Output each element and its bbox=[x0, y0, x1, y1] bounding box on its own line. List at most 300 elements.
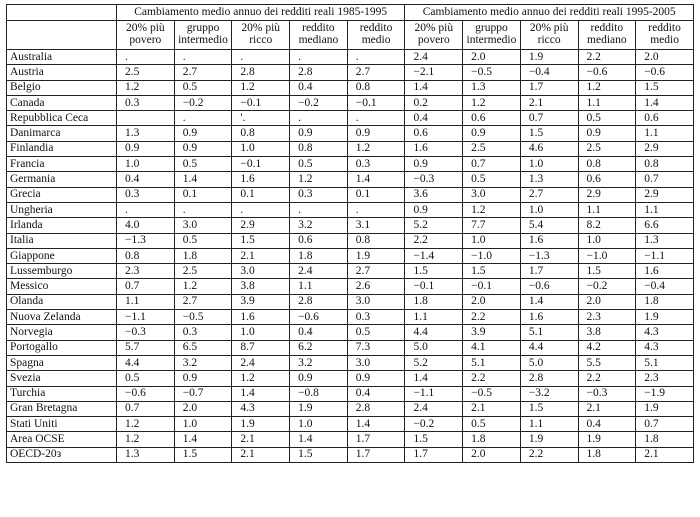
value-cell: 0.8 bbox=[636, 157, 694, 172]
value-cell: 1.1 bbox=[117, 294, 175, 309]
value-cell: 5.1 bbox=[636, 355, 694, 370]
value-cell: 1.6 bbox=[232, 310, 290, 325]
value-cell: 2.5 bbox=[578, 141, 636, 156]
value-cell: 0.8 bbox=[347, 233, 405, 248]
subheader-row bbox=[7, 21, 694, 50]
value-cell: . bbox=[347, 111, 405, 126]
value-cell: 1.9 bbox=[520, 432, 578, 447]
table-row bbox=[7, 371, 694, 386]
value-cell: 0.9 bbox=[405, 202, 463, 217]
value-cell: 1.2 bbox=[463, 202, 521, 217]
value-cell: 1.3 bbox=[117, 126, 175, 141]
table-row bbox=[7, 355, 694, 370]
value-cell: 2.0 bbox=[174, 401, 232, 416]
value-cell: 1.9 bbox=[232, 417, 290, 432]
country-cell: Nuova Zelanda bbox=[7, 310, 117, 325]
value-cell: 0.5 bbox=[463, 172, 521, 187]
value-cell: 3.8 bbox=[232, 279, 290, 294]
country-cell: Irlanda bbox=[7, 218, 117, 233]
value-cell: 0.3 bbox=[290, 187, 348, 202]
value-cell: 1.7 bbox=[520, 80, 578, 95]
value-cell: 1.8 bbox=[463, 432, 521, 447]
country-cell: Gran Bretagna bbox=[7, 401, 117, 416]
value-cell: 1.3 bbox=[520, 172, 578, 187]
value-cell: 0.9 bbox=[174, 126, 232, 141]
value-cell: −0.2 bbox=[405, 417, 463, 432]
value-cell: 1.0 bbox=[232, 141, 290, 156]
value-cell: −0.6 bbox=[117, 386, 175, 401]
value-cell: 1.7 bbox=[405, 447, 463, 462]
value-cell: −0.6 bbox=[290, 310, 348, 325]
column-header: 20% più ricco bbox=[232, 21, 290, 50]
table-row bbox=[7, 111, 694, 126]
value-cell: 0.9 bbox=[174, 371, 232, 386]
value-cell: 0.7 bbox=[636, 172, 694, 187]
country-cell: OECD-20з bbox=[7, 447, 117, 462]
table-row bbox=[7, 187, 694, 202]
table-row bbox=[7, 233, 694, 248]
column-header: 20% più povero bbox=[117, 21, 175, 50]
value-cell: 1.7 bbox=[347, 432, 405, 447]
value-cell: 3.2 bbox=[174, 355, 232, 370]
value-cell: 4.2 bbox=[578, 340, 636, 355]
value-cell: 1.1 bbox=[290, 279, 348, 294]
value-cell: 1.7 bbox=[520, 264, 578, 279]
value-cell: −1.1 bbox=[405, 386, 463, 401]
value-cell: 1.9 bbox=[290, 401, 348, 416]
value-cell: 1.5 bbox=[405, 264, 463, 279]
value-cell: −1.0 bbox=[463, 248, 521, 263]
value-cell: 2.4 bbox=[232, 355, 290, 370]
value-cell: 0.3 bbox=[117, 187, 175, 202]
value-cell: −0.5 bbox=[463, 65, 521, 80]
value-cell: 2.8 bbox=[347, 401, 405, 416]
value-cell: 0.9 bbox=[290, 126, 348, 141]
value-cell: 2.3 bbox=[636, 371, 694, 386]
column-header: 20% più povero bbox=[405, 21, 463, 50]
value-cell: 1.2 bbox=[463, 95, 521, 110]
value-cell: 1.6 bbox=[232, 172, 290, 187]
value-cell: 0.9 bbox=[117, 141, 175, 156]
value-cell: 2.6 bbox=[347, 279, 405, 294]
value-cell: 1.8 bbox=[174, 248, 232, 263]
value-cell: 1.8 bbox=[290, 248, 348, 263]
value-cell: 2.7 bbox=[520, 187, 578, 202]
value-cell: 5.1 bbox=[520, 325, 578, 340]
value-cell: 2.2 bbox=[520, 447, 578, 462]
value-cell: 3.0 bbox=[174, 218, 232, 233]
subheader-corner-cell bbox=[7, 21, 117, 50]
value-cell: −0.1 bbox=[463, 279, 521, 294]
country-cell: Italia bbox=[7, 233, 117, 248]
value-cell: 2.0 bbox=[463, 50, 521, 65]
value-cell: 2.3 bbox=[578, 310, 636, 325]
value-cell: −0.1 bbox=[232, 157, 290, 172]
value-cell: 1.4 bbox=[636, 95, 694, 110]
table-row bbox=[7, 157, 694, 172]
country-cell: Turchia bbox=[7, 386, 117, 401]
country-cell: Stati Uniti bbox=[7, 417, 117, 432]
value-cell: . bbox=[347, 50, 405, 65]
table-row bbox=[7, 218, 694, 233]
value-cell: 2.7 bbox=[347, 65, 405, 80]
value-cell: . bbox=[347, 202, 405, 217]
country-cell: Finlandia bbox=[7, 141, 117, 156]
country-cell: Canada bbox=[7, 95, 117, 110]
table-row bbox=[7, 65, 694, 80]
value-cell: 2.1 bbox=[232, 447, 290, 462]
column-header: gruppo intermedio bbox=[174, 21, 232, 50]
value-cell: 1.4 bbox=[232, 386, 290, 401]
table-row bbox=[7, 264, 694, 279]
value-cell: 1.5 bbox=[520, 126, 578, 141]
value-cell: 4.3 bbox=[636, 340, 694, 355]
value-cell: 1.4 bbox=[520, 294, 578, 309]
table-body bbox=[7, 50, 694, 463]
table-row bbox=[7, 95, 694, 110]
value-cell: 0.3 bbox=[347, 157, 405, 172]
column-header: reddito mediano bbox=[290, 21, 348, 50]
value-cell: 6.2 bbox=[290, 340, 348, 355]
group-header-1995-2005: Cambiamento medio annuo dei redditi reali 1995-2005 bbox=[405, 5, 694, 21]
value-cell: 4.4 bbox=[405, 325, 463, 340]
value-cell: 1.6 bbox=[520, 233, 578, 248]
value-cell: 1.5 bbox=[636, 80, 694, 95]
value-cell: 1.7 bbox=[347, 447, 405, 462]
table-row bbox=[7, 294, 694, 309]
value-cell: 2.7 bbox=[174, 294, 232, 309]
value-cell: 1.6 bbox=[520, 310, 578, 325]
value-cell: 1.2 bbox=[117, 432, 175, 447]
value-cell: . bbox=[290, 50, 348, 65]
value-cell: 0.7 bbox=[463, 157, 521, 172]
value-cell: 0.6 bbox=[636, 111, 694, 126]
value-cell: . bbox=[232, 202, 290, 217]
value-cell: 4.0 bbox=[117, 218, 175, 233]
value-cell: 0.5 bbox=[174, 233, 232, 248]
value-cell: 2.9 bbox=[232, 218, 290, 233]
value-cell: 0.6 bbox=[463, 111, 521, 126]
value-cell: 1.3 bbox=[463, 80, 521, 95]
table-row bbox=[7, 279, 694, 294]
value-cell: 5.4 bbox=[520, 218, 578, 233]
value-cell: −0.1 bbox=[347, 95, 405, 110]
value-cell: 3.0 bbox=[347, 294, 405, 309]
table-row bbox=[7, 126, 694, 141]
value-cell bbox=[117, 111, 175, 126]
table-row bbox=[7, 432, 694, 447]
value-cell: 0.8 bbox=[578, 157, 636, 172]
country-cell: Belgio bbox=[7, 80, 117, 95]
value-cell: 0.6 bbox=[405, 126, 463, 141]
value-cell: 1.5 bbox=[578, 264, 636, 279]
value-cell: 2.1 bbox=[463, 401, 521, 416]
table-row bbox=[7, 401, 694, 416]
country-cell: Grecia bbox=[7, 187, 117, 202]
value-cell: 0.7 bbox=[117, 279, 175, 294]
value-cell: 2.5 bbox=[174, 264, 232, 279]
value-cell: 0.3 bbox=[347, 310, 405, 325]
value-cell: 5.1 bbox=[463, 355, 521, 370]
value-cell: 1.0 bbox=[520, 157, 578, 172]
value-cell: 0.3 bbox=[117, 95, 175, 110]
value-cell: −1.4 bbox=[405, 248, 463, 263]
value-cell: 3.2 bbox=[290, 218, 348, 233]
value-cell: 0.4 bbox=[117, 172, 175, 187]
value-cell: −0.6 bbox=[636, 65, 694, 80]
value-cell: −0.4 bbox=[520, 65, 578, 80]
value-cell: 1.8 bbox=[636, 294, 694, 309]
table-row bbox=[7, 386, 694, 401]
value-cell: . bbox=[117, 202, 175, 217]
table-row bbox=[7, 248, 694, 263]
value-cell: −0.4 bbox=[636, 279, 694, 294]
value-cell: −0.2 bbox=[578, 279, 636, 294]
value-cell: 0.7 bbox=[117, 401, 175, 416]
value-cell: 1.0 bbox=[290, 417, 348, 432]
country-cell: Danimarca bbox=[7, 126, 117, 141]
value-cell: 2.5 bbox=[463, 141, 521, 156]
value-cell: −0.6 bbox=[520, 279, 578, 294]
value-cell: 0.5 bbox=[174, 80, 232, 95]
value-cell: 1.4 bbox=[290, 432, 348, 447]
value-cell: 2.0 bbox=[463, 294, 521, 309]
value-cell: 0.9 bbox=[290, 371, 348, 386]
country-cell: Austria bbox=[7, 65, 117, 80]
value-cell: −2.1 bbox=[405, 65, 463, 80]
value-cell: 2.9 bbox=[636, 187, 694, 202]
table-row bbox=[7, 80, 694, 95]
value-cell: . bbox=[174, 50, 232, 65]
value-cell: . bbox=[290, 202, 348, 217]
value-cell: 1.4 bbox=[174, 172, 232, 187]
value-cell: 5.0 bbox=[405, 340, 463, 355]
value-cell: 6.5 bbox=[174, 340, 232, 355]
value-cell: 0.8 bbox=[232, 126, 290, 141]
value-cell: 2.2 bbox=[578, 50, 636, 65]
value-cell: '. bbox=[232, 111, 290, 126]
value-cell: 4.3 bbox=[636, 325, 694, 340]
value-cell: −3.2 bbox=[520, 386, 578, 401]
income-change-table-container bbox=[6, 4, 694, 463]
value-cell: 2.8 bbox=[232, 65, 290, 80]
value-cell: 1.9 bbox=[347, 248, 405, 263]
value-cell: 1.1 bbox=[636, 126, 694, 141]
table-row bbox=[7, 172, 694, 187]
value-cell: 0.9 bbox=[347, 126, 405, 141]
value-cell: 1.8 bbox=[405, 294, 463, 309]
column-header: 20% più ricco bbox=[520, 21, 578, 50]
value-cell: 7.7 bbox=[463, 218, 521, 233]
value-cell: 0.5 bbox=[347, 325, 405, 340]
value-cell: 0.1 bbox=[174, 187, 232, 202]
value-cell: 5.7 bbox=[117, 340, 175, 355]
value-cell: 2.1 bbox=[232, 248, 290, 263]
income-change-table bbox=[6, 4, 694, 463]
value-cell: 1.4 bbox=[347, 417, 405, 432]
value-cell: 5.0 bbox=[520, 355, 578, 370]
country-cell: Norvegia bbox=[7, 325, 117, 340]
value-cell: 0.6 bbox=[578, 172, 636, 187]
value-cell: −0.5 bbox=[463, 386, 521, 401]
value-cell: 2.9 bbox=[578, 187, 636, 202]
value-cell: 1.1 bbox=[636, 202, 694, 217]
value-cell: 2.8 bbox=[290, 294, 348, 309]
value-cell: −1.3 bbox=[117, 233, 175, 248]
value-cell: 1.1 bbox=[578, 95, 636, 110]
value-cell: 0.8 bbox=[290, 141, 348, 156]
header-corner-cell bbox=[7, 5, 117, 21]
value-cell: 4.1 bbox=[463, 340, 521, 355]
value-cell: 1.0 bbox=[463, 233, 521, 248]
value-cell: −0.3 bbox=[117, 325, 175, 340]
value-cell: 2.5 bbox=[117, 65, 175, 80]
column-header: gruppo intermedio bbox=[463, 21, 521, 50]
value-cell: 0.4 bbox=[405, 111, 463, 126]
value-cell: 3.0 bbox=[232, 264, 290, 279]
value-cell: . bbox=[117, 50, 175, 65]
value-cell: 0.4 bbox=[578, 417, 636, 432]
column-header: reddito mediano bbox=[578, 21, 636, 50]
value-cell: 0.4 bbox=[347, 386, 405, 401]
value-cell: 0.5 bbox=[290, 157, 348, 172]
value-cell: −0.7 bbox=[174, 386, 232, 401]
value-cell: 0.5 bbox=[174, 157, 232, 172]
value-cell: 0.9 bbox=[174, 141, 232, 156]
value-cell: 4.4 bbox=[117, 355, 175, 370]
value-cell: 2.2 bbox=[405, 233, 463, 248]
value-cell: 2.1 bbox=[578, 401, 636, 416]
value-cell: 0.1 bbox=[232, 187, 290, 202]
value-cell: 2.7 bbox=[347, 264, 405, 279]
value-cell: 2.9 bbox=[636, 141, 694, 156]
value-cell: 0.8 bbox=[117, 248, 175, 263]
value-cell: 3.8 bbox=[578, 325, 636, 340]
value-cell: 0.5 bbox=[463, 417, 521, 432]
value-cell: 1.1 bbox=[578, 202, 636, 217]
value-cell: 5.2 bbox=[405, 218, 463, 233]
value-cell: −0.2 bbox=[290, 95, 348, 110]
value-cell: . bbox=[232, 50, 290, 65]
value-cell: 1.9 bbox=[636, 401, 694, 416]
value-cell: 3.2 bbox=[290, 355, 348, 370]
value-cell: 2.1 bbox=[636, 447, 694, 462]
value-cell: 1.1 bbox=[520, 417, 578, 432]
country-cell: Svezia bbox=[7, 371, 117, 386]
value-cell: 1.5 bbox=[405, 432, 463, 447]
value-cell: 5.2 bbox=[405, 355, 463, 370]
table-row bbox=[7, 141, 694, 156]
value-cell: 2.1 bbox=[232, 432, 290, 447]
value-cell: 0.1 bbox=[347, 187, 405, 202]
value-cell: 2.0 bbox=[463, 447, 521, 462]
value-cell: 1.4 bbox=[405, 371, 463, 386]
value-cell: −1.1 bbox=[117, 310, 175, 325]
value-cell: 1.8 bbox=[636, 432, 694, 447]
value-cell: 5.5 bbox=[578, 355, 636, 370]
value-cell: 4.6 bbox=[520, 141, 578, 156]
value-cell: 2.0 bbox=[578, 294, 636, 309]
value-cell: 1.3 bbox=[117, 447, 175, 462]
value-cell: 1.2 bbox=[174, 279, 232, 294]
country-cell: Olanda bbox=[7, 294, 117, 309]
value-cell: 1.2 bbox=[232, 80, 290, 95]
country-cell: Messico bbox=[7, 279, 117, 294]
country-cell: Australia bbox=[7, 50, 117, 65]
value-cell: . bbox=[174, 202, 232, 217]
value-cell: 3.0 bbox=[347, 355, 405, 370]
country-cell: Area OCSE bbox=[7, 432, 117, 447]
value-cell: 1.9 bbox=[520, 50, 578, 65]
value-cell: 0.5 bbox=[117, 371, 175, 386]
value-cell: 1.0 bbox=[174, 417, 232, 432]
value-cell: 1.2 bbox=[117, 417, 175, 432]
value-cell: 1.0 bbox=[232, 325, 290, 340]
value-cell: 1.3 bbox=[636, 233, 694, 248]
value-cell: −1.1 bbox=[636, 248, 694, 263]
value-cell: −0.6 bbox=[578, 65, 636, 80]
table-row bbox=[7, 417, 694, 432]
table-row bbox=[7, 50, 694, 65]
value-cell: 1.5 bbox=[463, 264, 521, 279]
table-row bbox=[7, 202, 694, 217]
value-cell: −1.9 bbox=[636, 386, 694, 401]
value-cell: 0.7 bbox=[636, 417, 694, 432]
value-cell: 2.2 bbox=[463, 310, 521, 325]
value-cell: 2.4 bbox=[405, 50, 463, 65]
country-cell: Ungheria bbox=[7, 202, 117, 217]
value-cell: 0.6 bbox=[290, 233, 348, 248]
value-cell: 0.9 bbox=[405, 157, 463, 172]
value-cell: −0.2 bbox=[174, 95, 232, 110]
column-header: reddito medio bbox=[347, 21, 405, 50]
value-cell: −1.3 bbox=[520, 248, 578, 263]
table-row bbox=[7, 340, 694, 355]
value-cell: 2.1 bbox=[520, 95, 578, 110]
value-cell: 2.8 bbox=[290, 65, 348, 80]
table-row bbox=[7, 447, 694, 462]
value-cell: 0.3 bbox=[174, 325, 232, 340]
country-cell: Francia bbox=[7, 157, 117, 172]
value-cell: 2.8 bbox=[520, 371, 578, 386]
country-cell: Portogallo bbox=[7, 340, 117, 355]
country-cell: Germania bbox=[7, 172, 117, 187]
value-cell: 0.4 bbox=[290, 325, 348, 340]
value-cell: 1.5 bbox=[174, 447, 232, 462]
value-cell: 8.7 bbox=[232, 340, 290, 355]
value-cell: −0.1 bbox=[405, 279, 463, 294]
value-cell: 1.2 bbox=[347, 141, 405, 156]
value-cell: −1.0 bbox=[578, 248, 636, 263]
value-cell: 3.9 bbox=[463, 325, 521, 340]
value-cell: 1.8 bbox=[578, 447, 636, 462]
value-cell: 0.9 bbox=[578, 126, 636, 141]
value-cell: 0.8 bbox=[347, 80, 405, 95]
country-cell: Giappone bbox=[7, 248, 117, 263]
value-cell: 2.3 bbox=[117, 264, 175, 279]
value-cell: 1.5 bbox=[520, 401, 578, 416]
value-cell: . bbox=[290, 111, 348, 126]
value-cell: 0.7 bbox=[520, 111, 578, 126]
value-cell: 1.9 bbox=[578, 432, 636, 447]
value-cell: 2.2 bbox=[463, 371, 521, 386]
value-cell: 1.4 bbox=[174, 432, 232, 447]
column-header: reddito medio bbox=[636, 21, 694, 50]
value-cell: 6.6 bbox=[636, 218, 694, 233]
value-cell: 2.2 bbox=[578, 371, 636, 386]
value-cell: 1.0 bbox=[520, 202, 578, 217]
value-cell: −0.8 bbox=[290, 386, 348, 401]
